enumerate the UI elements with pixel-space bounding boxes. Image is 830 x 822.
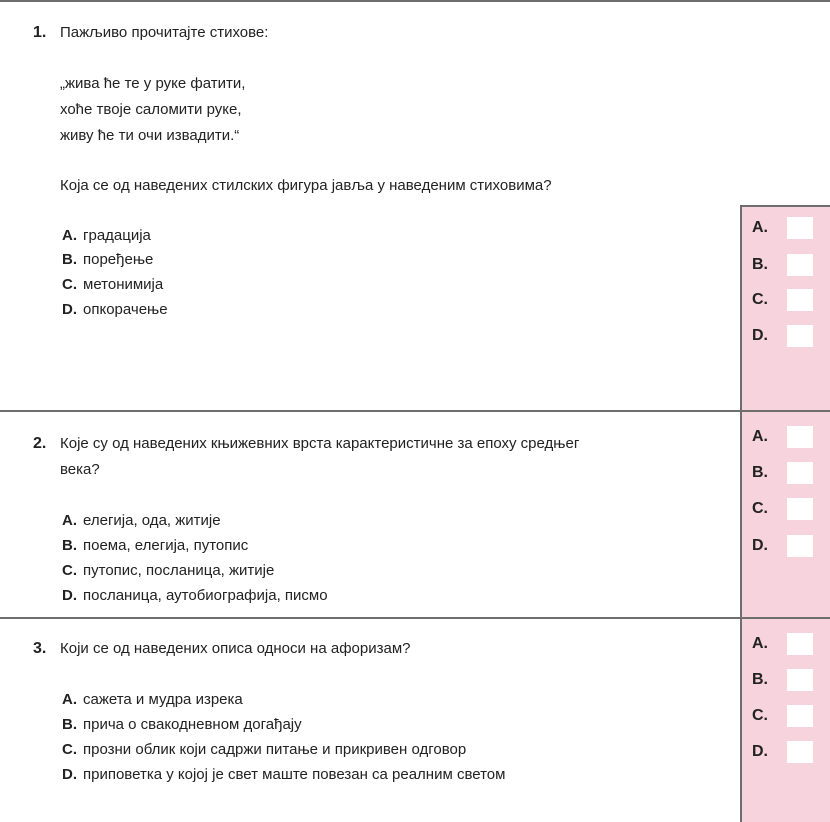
question-number: 2.	[33, 435, 47, 452]
question-prompt: Пажљиво прочитајте стихове:	[60, 24, 269, 41]
question-number: 3.	[33, 640, 47, 657]
answer-checkbox-d[interactable]	[787, 741, 813, 763]
option-letter: C.	[62, 741, 77, 758]
option-text: метонимија	[83, 276, 164, 293]
option-letter: B.	[62, 251, 77, 268]
verse-line-3: живу ће ти очи извадити.“	[60, 127, 240, 144]
option-text: елегија, ода, житије	[83, 512, 221, 529]
option-text: путопис, посланица, житије	[83, 562, 275, 579]
option-letter: C.	[62, 276, 77, 293]
answer-checkbox-b[interactable]	[787, 462, 813, 484]
answer-label-a: A.	[752, 428, 768, 445]
option-letter: D.	[62, 587, 77, 604]
answer-checkbox-c[interactable]	[787, 498, 813, 520]
answer-checkbox-d[interactable]	[787, 535, 813, 557]
option-letter: D.	[62, 301, 77, 318]
question-divider-1	[0, 410, 830, 412]
option-c	[62, 741, 466, 758]
answer-label-a: A.	[752, 219, 768, 236]
answer-checkbox-a[interactable]	[787, 217, 813, 239]
answer-label-c: C.	[752, 500, 768, 517]
question-text: Који се од наведених описа односи на афоризам?	[60, 640, 411, 657]
question-text-line-2: века?	[60, 461, 100, 478]
question-text: Која се од наведених стилских фигура јавља у наведеним стиховима?	[60, 177, 552, 194]
option-a	[62, 227, 151, 244]
option-letter: B.	[62, 537, 77, 554]
answer-label-b: B.	[752, 464, 768, 481]
option-text: прича о свакодневном догађају	[83, 716, 302, 733]
answer-label-d: D.	[752, 327, 768, 344]
option-letter: C.	[62, 562, 77, 579]
answer-label-b: B.	[752, 671, 768, 688]
question-divider-2	[0, 617, 830, 619]
answer-label-a: A.	[752, 635, 768, 652]
option-letter: A.	[62, 512, 77, 529]
option-c	[62, 562, 274, 579]
answer-label-d: D.	[752, 743, 768, 760]
answer-checkbox-a[interactable]	[787, 633, 813, 655]
answer-checkbox-a[interactable]	[787, 426, 813, 448]
option-b	[62, 251, 153, 268]
verse-line-1: „жива ће те у руке фатити,	[60, 75, 246, 92]
answer-label-c: C.	[752, 707, 768, 724]
option-text: поређење	[83, 251, 154, 268]
option-letter: B.	[62, 716, 77, 733]
answer-checkbox-b[interactable]	[787, 254, 813, 276]
option-text: приповетка у којој је свет маште повезан са реалним светом	[83, 766, 506, 783]
option-d	[62, 766, 505, 783]
answer-checkbox-d[interactable]	[787, 325, 813, 347]
answer-label-b: B.	[752, 256, 768, 273]
option-text: сажета и мудра изрека	[83, 691, 243, 708]
option-text: опкорачење	[83, 301, 168, 318]
answer-label-c: C.	[752, 291, 768, 308]
option-text: посланица, аутобиографија, писмо	[83, 587, 328, 604]
question-text-line-1: Које су од наведених књижевних врста карактеристичне за епоху средњег	[60, 435, 580, 452]
option-b	[62, 537, 248, 554]
option-letter: D.	[62, 766, 77, 783]
option-text: поема, елегија, путопис	[83, 537, 249, 554]
answer-checkbox-c[interactable]	[787, 705, 813, 727]
option-text: градација	[83, 227, 151, 244]
answer-checkbox-b[interactable]	[787, 669, 813, 691]
verse-line-2: хоће твоје саломити руке,	[60, 101, 242, 118]
option-a	[62, 691, 243, 708]
option-a	[62, 512, 221, 529]
option-letter: A.	[62, 227, 77, 244]
top-border	[0, 0, 830, 2]
option-d	[62, 301, 168, 318]
answer-label-d: D.	[752, 537, 768, 554]
option-d	[62, 587, 328, 604]
option-text: прозни облик који садржи питање и прикривен одговор	[83, 741, 467, 758]
option-c	[62, 276, 163, 293]
answer-checkbox-c[interactable]	[787, 289, 813, 311]
option-letter: A.	[62, 691, 77, 708]
option-b	[62, 716, 302, 733]
question-number: 1.	[33, 24, 47, 41]
